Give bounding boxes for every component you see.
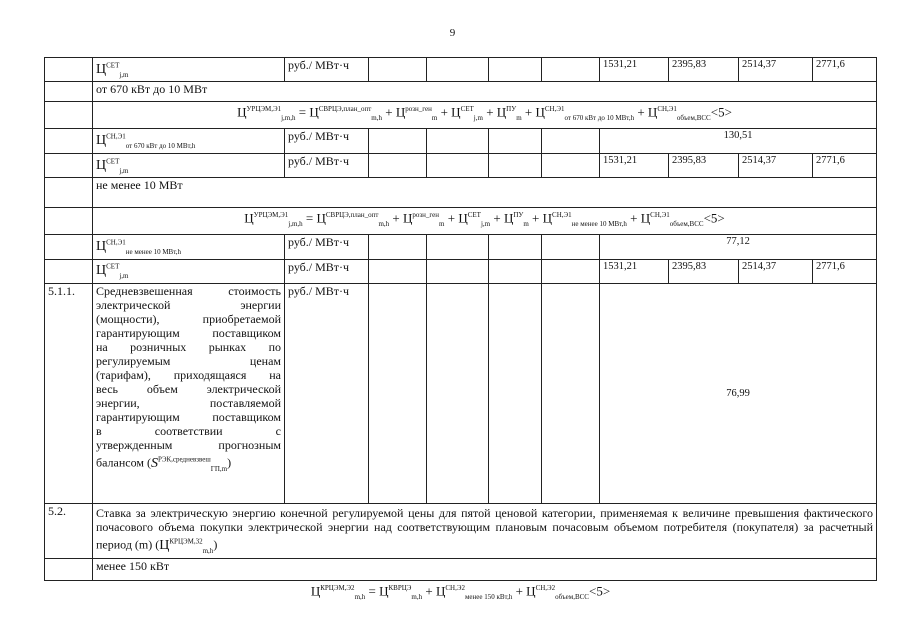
- page-number: 9: [449, 27, 456, 39]
- table-row: [45, 259, 877, 283]
- empty-cell: [489, 153, 542, 177]
- empty-cell: [489, 259, 542, 283]
- table-row: [45, 235, 877, 259]
- section-label: от 670 кВт до 10 МВт: [93, 82, 877, 102]
- empty-cell: [45, 58, 93, 82]
- empty-cell: [427, 153, 489, 177]
- price-cell: 2395,83: [669, 153, 739, 177]
- empty-cell: [542, 58, 600, 82]
- price-cell: 2514,37: [739, 58, 813, 82]
- empty-cell: [489, 58, 542, 82]
- item-description: Ставка за электрическую энергию конечной регулируемой цены для пятой ценовой категории, применяемая к величине превышения фактического почасового объема покупки электрической энергии над соответствующим плановым почасовым объемом потребителя (покупателя) за расчетный период (m) $(Ц^{КРЦЭМ,32}_{m,h})$: [93, 504, 877, 558]
- symbol-cell: $Ц^{СЕТ}_{j,m}$: [93, 153, 285, 177]
- symbol-cell: $Ц^{СЕТ}_{j,m}$: [93, 58, 285, 82]
- item-description: Средневзвешенная стоимость электрической энергии (мощности), приобретаемой гарантирующим поставщиком на розничных рынках по регулируемым ценам (тарифам), приходящаяся на весь объем электрической энергии, поставляемой гарантирующим поставщиком в соответствии с утвержденным прогнозным балансом $(S^{РЭК,средневзвеш}_{ГП,m})$: [93, 284, 285, 504]
- empty-cell: [45, 259, 93, 283]
- item-number: 5.1.1.: [45, 284, 93, 504]
- item-number: 5.2.: [45, 504, 93, 558]
- empty-cell: [45, 102, 93, 129]
- price-cell: 1531,21: [600, 58, 669, 82]
- table-row: [45, 153, 877, 177]
- price-cell: 2771,6: [813, 259, 877, 283]
- table-row: [45, 58, 877, 82]
- section-label: менее 150 кВт: [93, 558, 877, 580]
- price-cell: 1531,21: [600, 259, 669, 283]
- empty-cell: [489, 284, 542, 504]
- empty-cell: [427, 58, 489, 82]
- price-cell: 2771,6: [813, 153, 877, 177]
- symbol-cell: $Ц^{СН,Э1}_{от 670 кВт до 10 МВт,h}$: [93, 129, 285, 153]
- unit-cell: руб./ МВт·ч: [285, 153, 369, 177]
- empty-cell: [45, 558, 93, 580]
- unit-cell: руб./ МВт·ч: [285, 235, 369, 259]
- empty-cell: [369, 58, 427, 82]
- tariff-table: [44, 57, 877, 606]
- formula-cell: $Ц^{КРЦЭМ,Э2}_{m,h} = Ц^{КВРЦЭ}_{m,h} + Ц^{СН,Э2}_{менее 150 кВт,h} + Ц^{СН,Э2}_{объем,ВСС}<5>$: [45, 580, 877, 606]
- empty-cell: [45, 82, 93, 102]
- price-cell: 2514,37: [739, 259, 813, 283]
- symbol-cell: $Ц^{СН,Э1}_{не менее 10 МВт,h}$: [93, 235, 285, 259]
- empty-cell: [542, 259, 600, 283]
- table-row: [45, 178, 877, 208]
- symbol-cell: $Ц^{СЕТ}_{j,m}$: [93, 259, 285, 283]
- empty-cell: [427, 259, 489, 283]
- table-row: [45, 129, 877, 153]
- formula-cell: $Ц^{УРЦЭМ,Э1}_{j,m,h} = Ц^{СВРЦЭ,план\_опт}_{m,h} + Ц^{розн\_ген}_m + Ц^{СЕТ}_{j,m} + Ц^{ПУ}_m + Ц^{СН,Э1}_{не менее 10 МВт,h} + Ц^{СН,Э1}_{объем,ВСС}<5>$: [93, 208, 877, 235]
- empty-cell: [489, 235, 542, 259]
- empty-cell: [369, 284, 427, 504]
- table-row: [45, 102, 877, 129]
- empty-cell: [369, 259, 427, 283]
- table-row: [45, 284, 877, 504]
- price-cell: 2395,83: [669, 259, 739, 283]
- value-cell: 76,99: [600, 284, 877, 504]
- empty-cell: [369, 235, 427, 259]
- unit-cell: руб./ МВт·ч: [285, 129, 369, 153]
- empty-cell: [542, 129, 600, 153]
- unit-cell: руб./ МВт·ч: [285, 58, 369, 82]
- empty-cell: [369, 129, 427, 153]
- value-cell: 77,12: [600, 235, 877, 259]
- empty-cell: [542, 235, 600, 259]
- empty-cell: [45, 178, 93, 208]
- empty-cell: [45, 129, 93, 153]
- empty-cell: [45, 235, 93, 259]
- table-row: [45, 504, 877, 558]
- empty-cell: [45, 153, 93, 177]
- empty-cell: [427, 129, 489, 153]
- empty-cell: [45, 208, 93, 235]
- empty-cell: [427, 235, 489, 259]
- price-cell: 2771,6: [813, 58, 877, 82]
- price-cell: 2514,37: [739, 153, 813, 177]
- table-row: [45, 82, 877, 102]
- formula-cell: $Ц^{УРЦЭМ,Э1}_{j,m,h} = Ц^{СВРЦЭ,план\_опт}_{m,h} + Ц^{розн\_ген}_m + Ц^{СЕТ}_{j,m} + Ц^{ПУ}_m + Ц^{СН,Э1}_{от 670 кВт до 10 МВт,h} + Ц^{СН,Э1}_{объем,ВСС}<5>$: [93, 102, 877, 129]
- empty-cell: [542, 153, 600, 177]
- table-row: [45, 208, 877, 235]
- price-cell: 1531,21: [600, 153, 669, 177]
- table-row: [45, 580, 877, 606]
- empty-cell: [489, 129, 542, 153]
- table-row: [45, 558, 877, 580]
- empty-cell: [542, 284, 600, 504]
- section-label: не менее 10 МВт: [93, 178, 877, 208]
- unit-cell: руб./ МВт·ч: [285, 284, 369, 504]
- empty-cell: [369, 153, 427, 177]
- price-cell: 2395,83: [669, 58, 739, 82]
- value-cell: 130,51: [600, 129, 877, 153]
- unit-cell: руб./ МВт·ч: [285, 259, 369, 283]
- empty-cell: [427, 284, 489, 504]
